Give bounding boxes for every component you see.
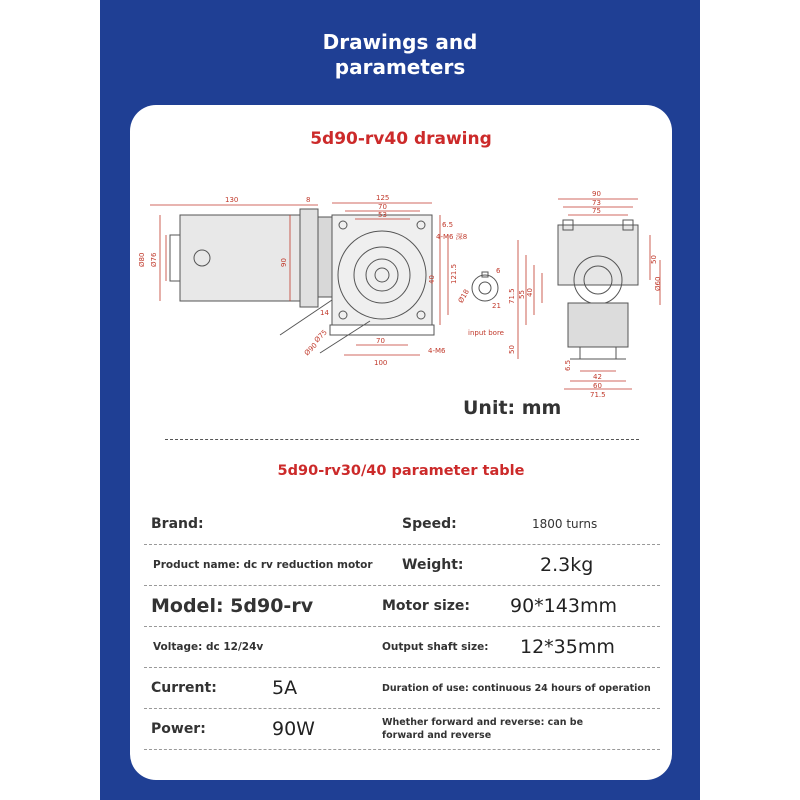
dim-motor-length: 130 [225, 196, 239, 204]
header-title [100, 30, 700, 80]
dim-r-dia60: Ø60 [654, 276, 662, 291]
weight-label: Weight: [402, 557, 464, 573]
output-shaft-value: 12*35mm [520, 636, 615, 658]
dim-r-40: 40 [526, 288, 534, 297]
power-value: 90W [272, 718, 315, 740]
table-row [144, 709, 660, 750]
dim-r-50a: 50 [508, 345, 516, 354]
dim-bottom-100: 100 [374, 359, 388, 367]
dim-height-90: 90 [280, 258, 288, 267]
dim-key-21: 21 [492, 302, 501, 310]
dim-dia-80: Ø80 [138, 252, 146, 267]
dim-r-71-5: 71.5 [508, 288, 516, 304]
voltage-label: Voltage: dc 12/24v [153, 641, 264, 653]
dim-thread: 4-M6 深8 [436, 233, 468, 241]
dim-r-75: 75 [592, 207, 601, 215]
dim-r-71-5b: 71.5 [590, 391, 606, 399]
dim-key-6: 6 [496, 267, 501, 275]
motor-body [170, 209, 332, 307]
table-row [144, 504, 660, 545]
product-name-label: Product name: dc rv reduction motor [153, 559, 373, 571]
current-value: 5A [272, 677, 298, 699]
content-card [130, 105, 672, 780]
drawing-title: 5d90-rv40 drawing [310, 129, 492, 149]
technical-drawing [130, 175, 672, 415]
dim-s14: 14 [320, 309, 329, 317]
dim-gear-bore: 53 [378, 211, 387, 219]
table-row [144, 586, 660, 627]
dim-r-73: 73 [592, 199, 601, 207]
dim-bottom-70: 70 [376, 337, 385, 345]
table-row [144, 545, 660, 586]
unit-label: Unit: mm [463, 397, 562, 419]
table-row [144, 627, 660, 668]
dim-flange: 8 [306, 196, 311, 204]
side-view [558, 220, 638, 359]
weight-value: 2.3kg [540, 554, 594, 576]
dim-r-6-5: 6.5 [564, 359, 572, 371]
header-title-line1: Drawings and [322, 30, 478, 54]
dim-gear-inner: 70 [378, 203, 387, 211]
dim-dia-75: Ø75 [312, 328, 329, 345]
speed-value: 1800 turns [532, 517, 598, 531]
motor-size-label: Motor size: [382, 598, 471, 614]
forward-reverse-label: Whether forward and reverse: can be forward and reverse [382, 717, 584, 741]
dim-input-bore: input bore [468, 329, 504, 337]
dim-dia-90b: Ø90 [302, 341, 319, 358]
dim-dia-76: Ø76 [150, 252, 158, 267]
motor-size-value: 90*143mm [510, 595, 617, 617]
model-label: Model: 5d90-rv [151, 595, 314, 617]
dim-r-55: 55 [518, 290, 526, 299]
dim-r-60: 60 [593, 382, 602, 390]
dim-r-50b: 50 [650, 255, 658, 264]
divider [165, 439, 639, 440]
dim-side-6-5: 6.5 [442, 221, 454, 229]
output-shaft-label: Output shaft size: [382, 641, 489, 653]
current-label: Current: [151, 680, 217, 696]
dim-r-42: 42 [593, 373, 602, 381]
table-row [144, 668, 660, 709]
brand-label: Brand: [151, 516, 204, 532]
dim-gear-width: 125 [376, 194, 390, 202]
dim-r-90: 90 [592, 190, 601, 198]
dim-pitch-40: 40 [428, 275, 436, 284]
blue-panel [100, 0, 700, 800]
table-title: 5d90-rv30/40 parameter table [277, 463, 525, 479]
header-title-line2: parameters [334, 55, 466, 79]
dim-bore-18: Ø18 [456, 287, 471, 305]
dim-bottom-thread: 4-M6 [428, 347, 446, 355]
dim-side-121: 121.5 [450, 263, 458, 284]
input-bore-detail [472, 272, 498, 301]
duration-label: Duration of use: continuous 24 hours of operation [382, 682, 651, 694]
power-label: Power: [151, 721, 206, 737]
speed-label: Speed: [402, 516, 457, 532]
